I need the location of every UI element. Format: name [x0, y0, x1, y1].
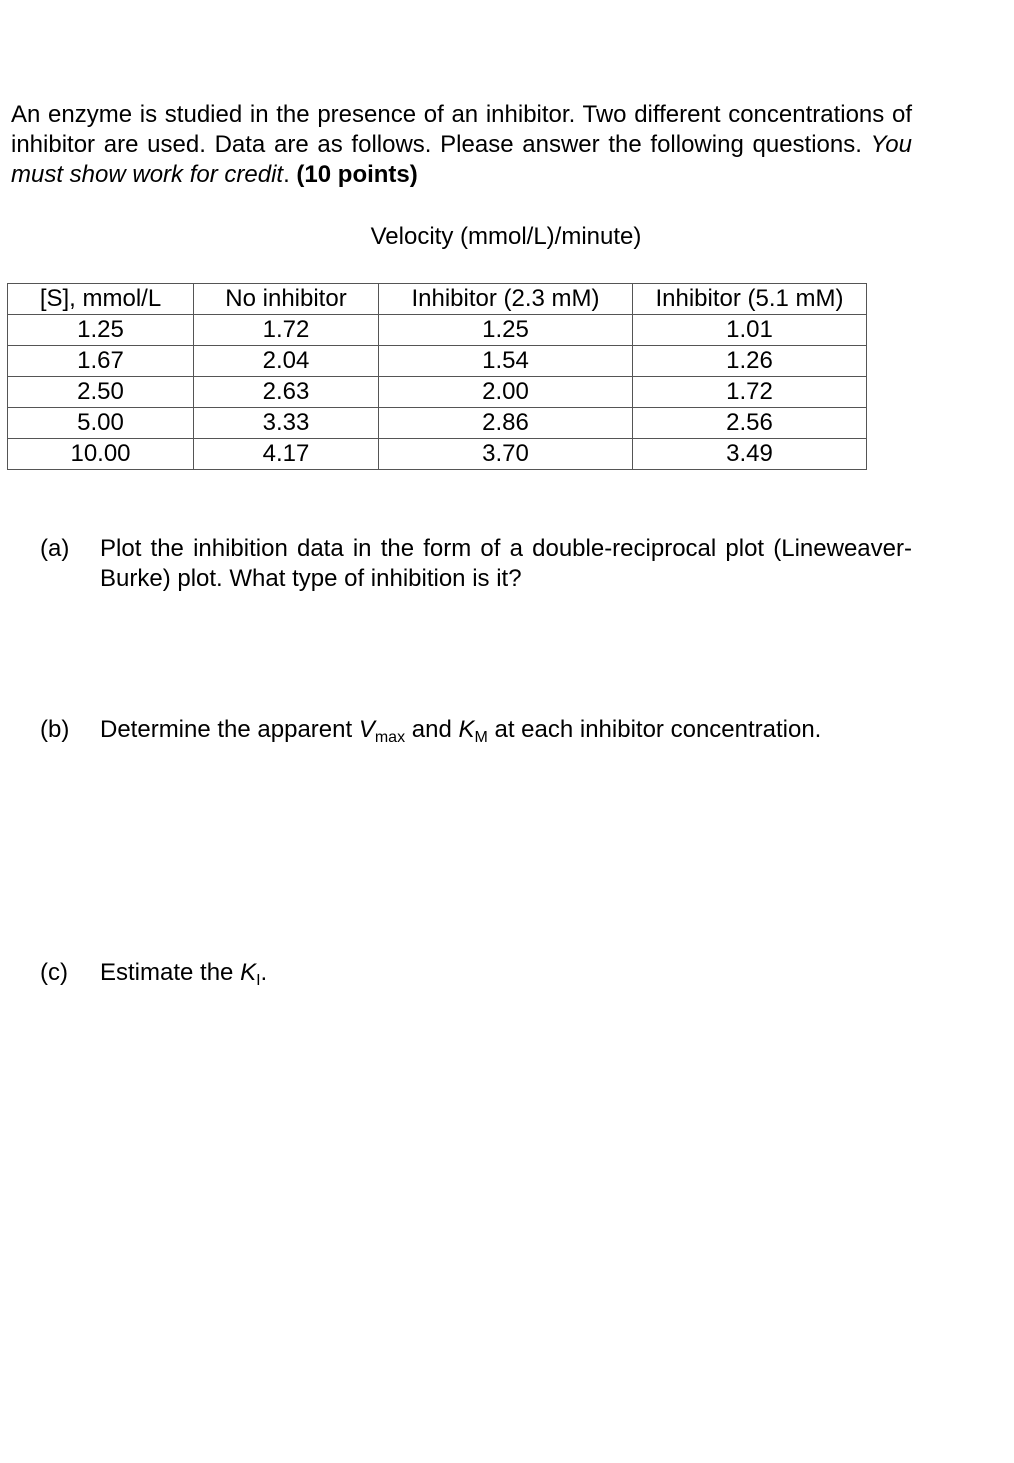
table-cell: 1.25 [379, 315, 633, 346]
question-b-pre: Determine the apparent [100, 716, 359, 743]
question-c-post: . [260, 959, 268, 986]
question-c-pre: Estimate the [100, 959, 241, 986]
table-cell: 1.72 [194, 315, 379, 346]
table-cell: 4.17 [194, 439, 379, 470]
table-cell: 2.56 [633, 408, 867, 439]
question-c [40, 958, 912, 988]
table-cell: 1.26 [633, 346, 867, 377]
velocity-table [7, 283, 867, 470]
table-title-text: Velocity (mmol/L)/minute) [370, 223, 642, 250]
table-cell: 2.00 [379, 377, 633, 408]
header-inhibitor-5-1: Inhibitor (5.1 mM) [633, 284, 867, 315]
table-cell: 10.00 [8, 439, 194, 470]
question-a-text: Plot the inhibition data in the form of a double-reciprocal plot (Lineweaver-Burke) plot. What type of inhibition is it? [100, 535, 912, 592]
question-c-label: (c) [40, 959, 68, 986]
header-no-inhibitor: No inhibitor [194, 284, 379, 315]
table-cell: 2.63 [194, 377, 379, 408]
ki-symbol: K [240, 959, 257, 986]
ki-subscript: I [256, 972, 261, 989]
question-b-label: (b) [40, 716, 70, 743]
intro-text: An enzyme is studied in the presence of an inhibitor. Two different concentrations of inhibitor are used. Data are as follows. Please answer the following questions. [11, 101, 912, 158]
table-cell: 2.50 [8, 377, 194, 408]
table-cell: 5.00 [8, 408, 194, 439]
intro-points: (10 points) [296, 161, 418, 188]
question-a-label: (a) [40, 535, 70, 562]
km-subscript: M [474, 729, 488, 746]
question-b-post: at each inhibitor concentration. [487, 716, 822, 743]
vmax-symbol: V [358, 716, 375, 743]
table-cell: 3.49 [633, 439, 867, 470]
intro-emphasis: You must show work for credit [11, 131, 912, 188]
table-title [0, 222, 1014, 252]
intro-paragraph [11, 100, 912, 190]
question-b [40, 715, 912, 745]
table-cell: 3.70 [379, 439, 633, 470]
table-row [8, 408, 867, 439]
table-cell: 2.04 [194, 346, 379, 377]
table-row [8, 377, 867, 408]
question-b-text [100, 715, 912, 745]
table-row [8, 346, 867, 377]
table-cell: 1.01 [633, 315, 867, 346]
table-cell: 3.33 [194, 408, 379, 439]
table-cell: 1.67 [8, 346, 194, 377]
vmax-subscript: max [374, 729, 406, 746]
question-c-text [100, 958, 912, 988]
table-cell: 1.25 [8, 315, 194, 346]
question-b-mid: and [405, 716, 459, 743]
question-a [40, 534, 912, 594]
table-row [8, 439, 867, 470]
intro-period: . [283, 161, 297, 188]
table-row [8, 315, 867, 346]
table-cell: 2.86 [379, 408, 633, 439]
header-inhibitor-2-3: Inhibitor (2.3 mM) [379, 284, 633, 315]
km-symbol: K [458, 716, 475, 743]
table-cell: 1.54 [379, 346, 633, 377]
table-header-row [8, 284, 867, 315]
header-substrate: [S], mmol/L [8, 284, 194, 315]
table-cell: 1.72 [633, 377, 867, 408]
